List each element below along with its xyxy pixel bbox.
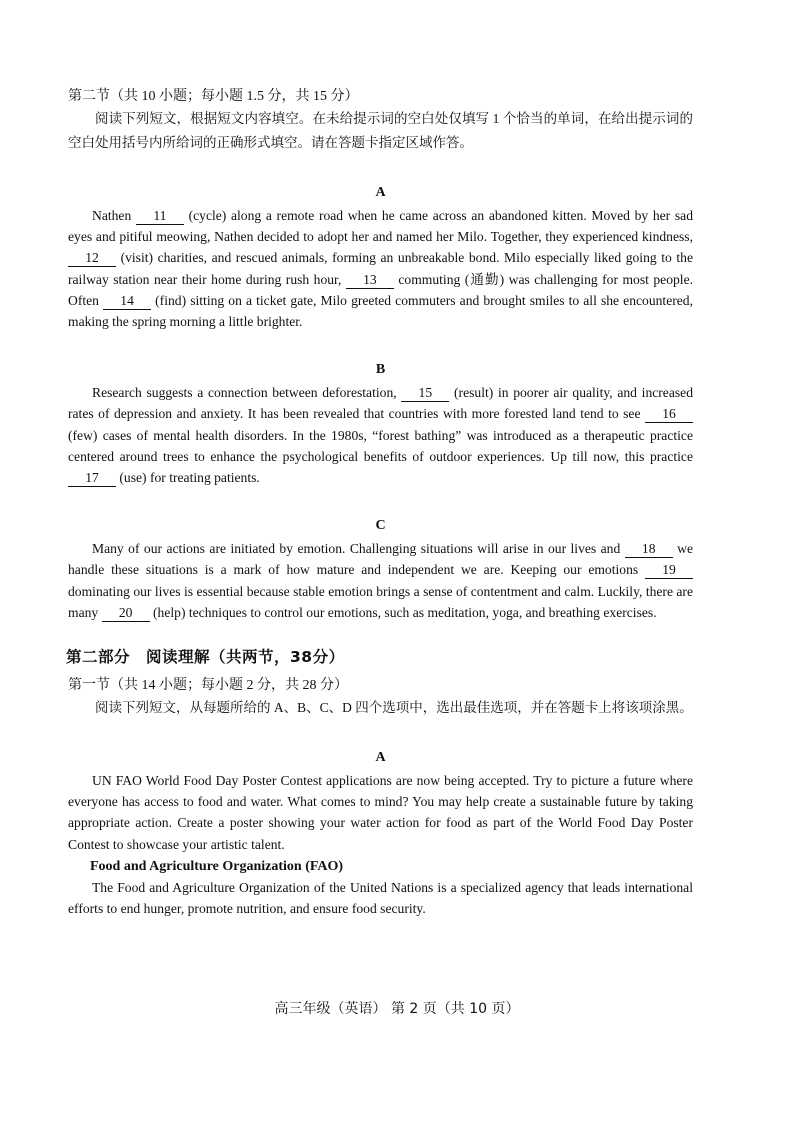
section-heading: 第二节（共 10 小题；每小题 1.5 分，共 15 分） xyxy=(68,89,359,104)
blank-13: 13 xyxy=(346,272,394,289)
blank-16: 16 xyxy=(645,406,693,423)
passage-c-text: Many of our actions are initiated by emotion. Challenging situations will arise in our lives and 18 we handle these situations is a mark of how mature and independent we are. Keeping our emotions 19 dominating our lives is essential because stable emotion brings a sense of contentment and calm. Luckily, there are many 20 (help) techniques to control our emotions, such as meditation, yoga, and breathing exercises. xyxy=(68,541,693,620)
part-two-instruction: 阅读下列短文，从每题所给的 A、B、C、D 四个选项中，选出最佳选项，并在答题卡上将该项涂黑。 xyxy=(95,700,693,716)
blank-15: 15 xyxy=(401,385,449,402)
blank-18: 18 xyxy=(625,541,673,558)
exam-page xyxy=(68,86,693,919)
passage-a-text: Nathen 11 (cycle) along a remote road when he came across an abandoned kitten. Moved by her sad eyes and pitiful meowing, Nathen decided to adopt her and named her Milo. Together, they experienced kindness, 12 (visit) charities, and rescued animals, forming an unbreakable bond. Milo especially liked going to the railway station near their home during rush hour, 13 commuting (通勤) was challenging for most people. Often 14 (find) sitting on a ticket gate, Milo greeted commuters and brought smiles to all she encountered, making the spring morning a little brighter. xyxy=(68,208,693,330)
passage-a-letter: A xyxy=(375,185,386,200)
blank-19: 19 xyxy=(645,562,693,579)
blank-17: 17 xyxy=(68,470,116,487)
blank-12: 12 xyxy=(68,250,116,267)
blank-14: 14 xyxy=(103,293,151,310)
blank-11: 11 xyxy=(136,208,184,225)
page-footer: 高三年级（英语） 第 2 页（共 10 页） xyxy=(274,1001,520,1017)
passage-c-letter: C xyxy=(375,518,386,534)
blank-20: 20 xyxy=(102,605,150,622)
reading-a-subheading: Food and Agriculture Organization (FAO) xyxy=(90,858,344,874)
section-instruction: 阅读下列短文，根据短文内容填空。在未给提示词的空白处仅填写 1 个恰当的单词，在给出提示词的空白处用括号内所给词的正确形式填空。请在答题卡指定区域作答。 xyxy=(68,111,693,150)
part-two-title: 第二部分 阅读理解（共两节，38分） xyxy=(66,648,345,667)
reading-a-paragraph-1: UN FAO World Food Day Poster Contest applications are now being accepted. Try to picture a future where everyone has access to food and water. What comes to mind? You may help create a sustainable future by taking appropriate action. Create a poster showing your water action for food as part of the World Food Day Poster Contest to showcase your artistic talent. xyxy=(68,773,693,852)
passage-b-text: Research suggests a connection between deforestation, 15 (result) in poorer air quality, and increased rates of depression and anxiety. It has been revealed that countries with more forested land tend to see 16 (few) cases of mental health disorders. In the 1980s, “forest bathing” was introduced as a therapeutic practice centered around trees to enhance the psychological benefits of outdoor experiences. Up till now, this practice 17 (use) for treating patients. xyxy=(68,385,693,486)
passage-b-letter: B xyxy=(375,362,386,378)
part-two-section-heading: 第一节（共 14 小题；每小题 2 分，共 28 分） xyxy=(68,678,348,694)
reading-a-letter: A xyxy=(375,750,386,766)
reading-a-paragraph-2: The Food and Agriculture Organization of the United Nations is a specialized agency that leads international efforts to end hunger, promote nutrition, and ensure food security. xyxy=(68,879,693,917)
